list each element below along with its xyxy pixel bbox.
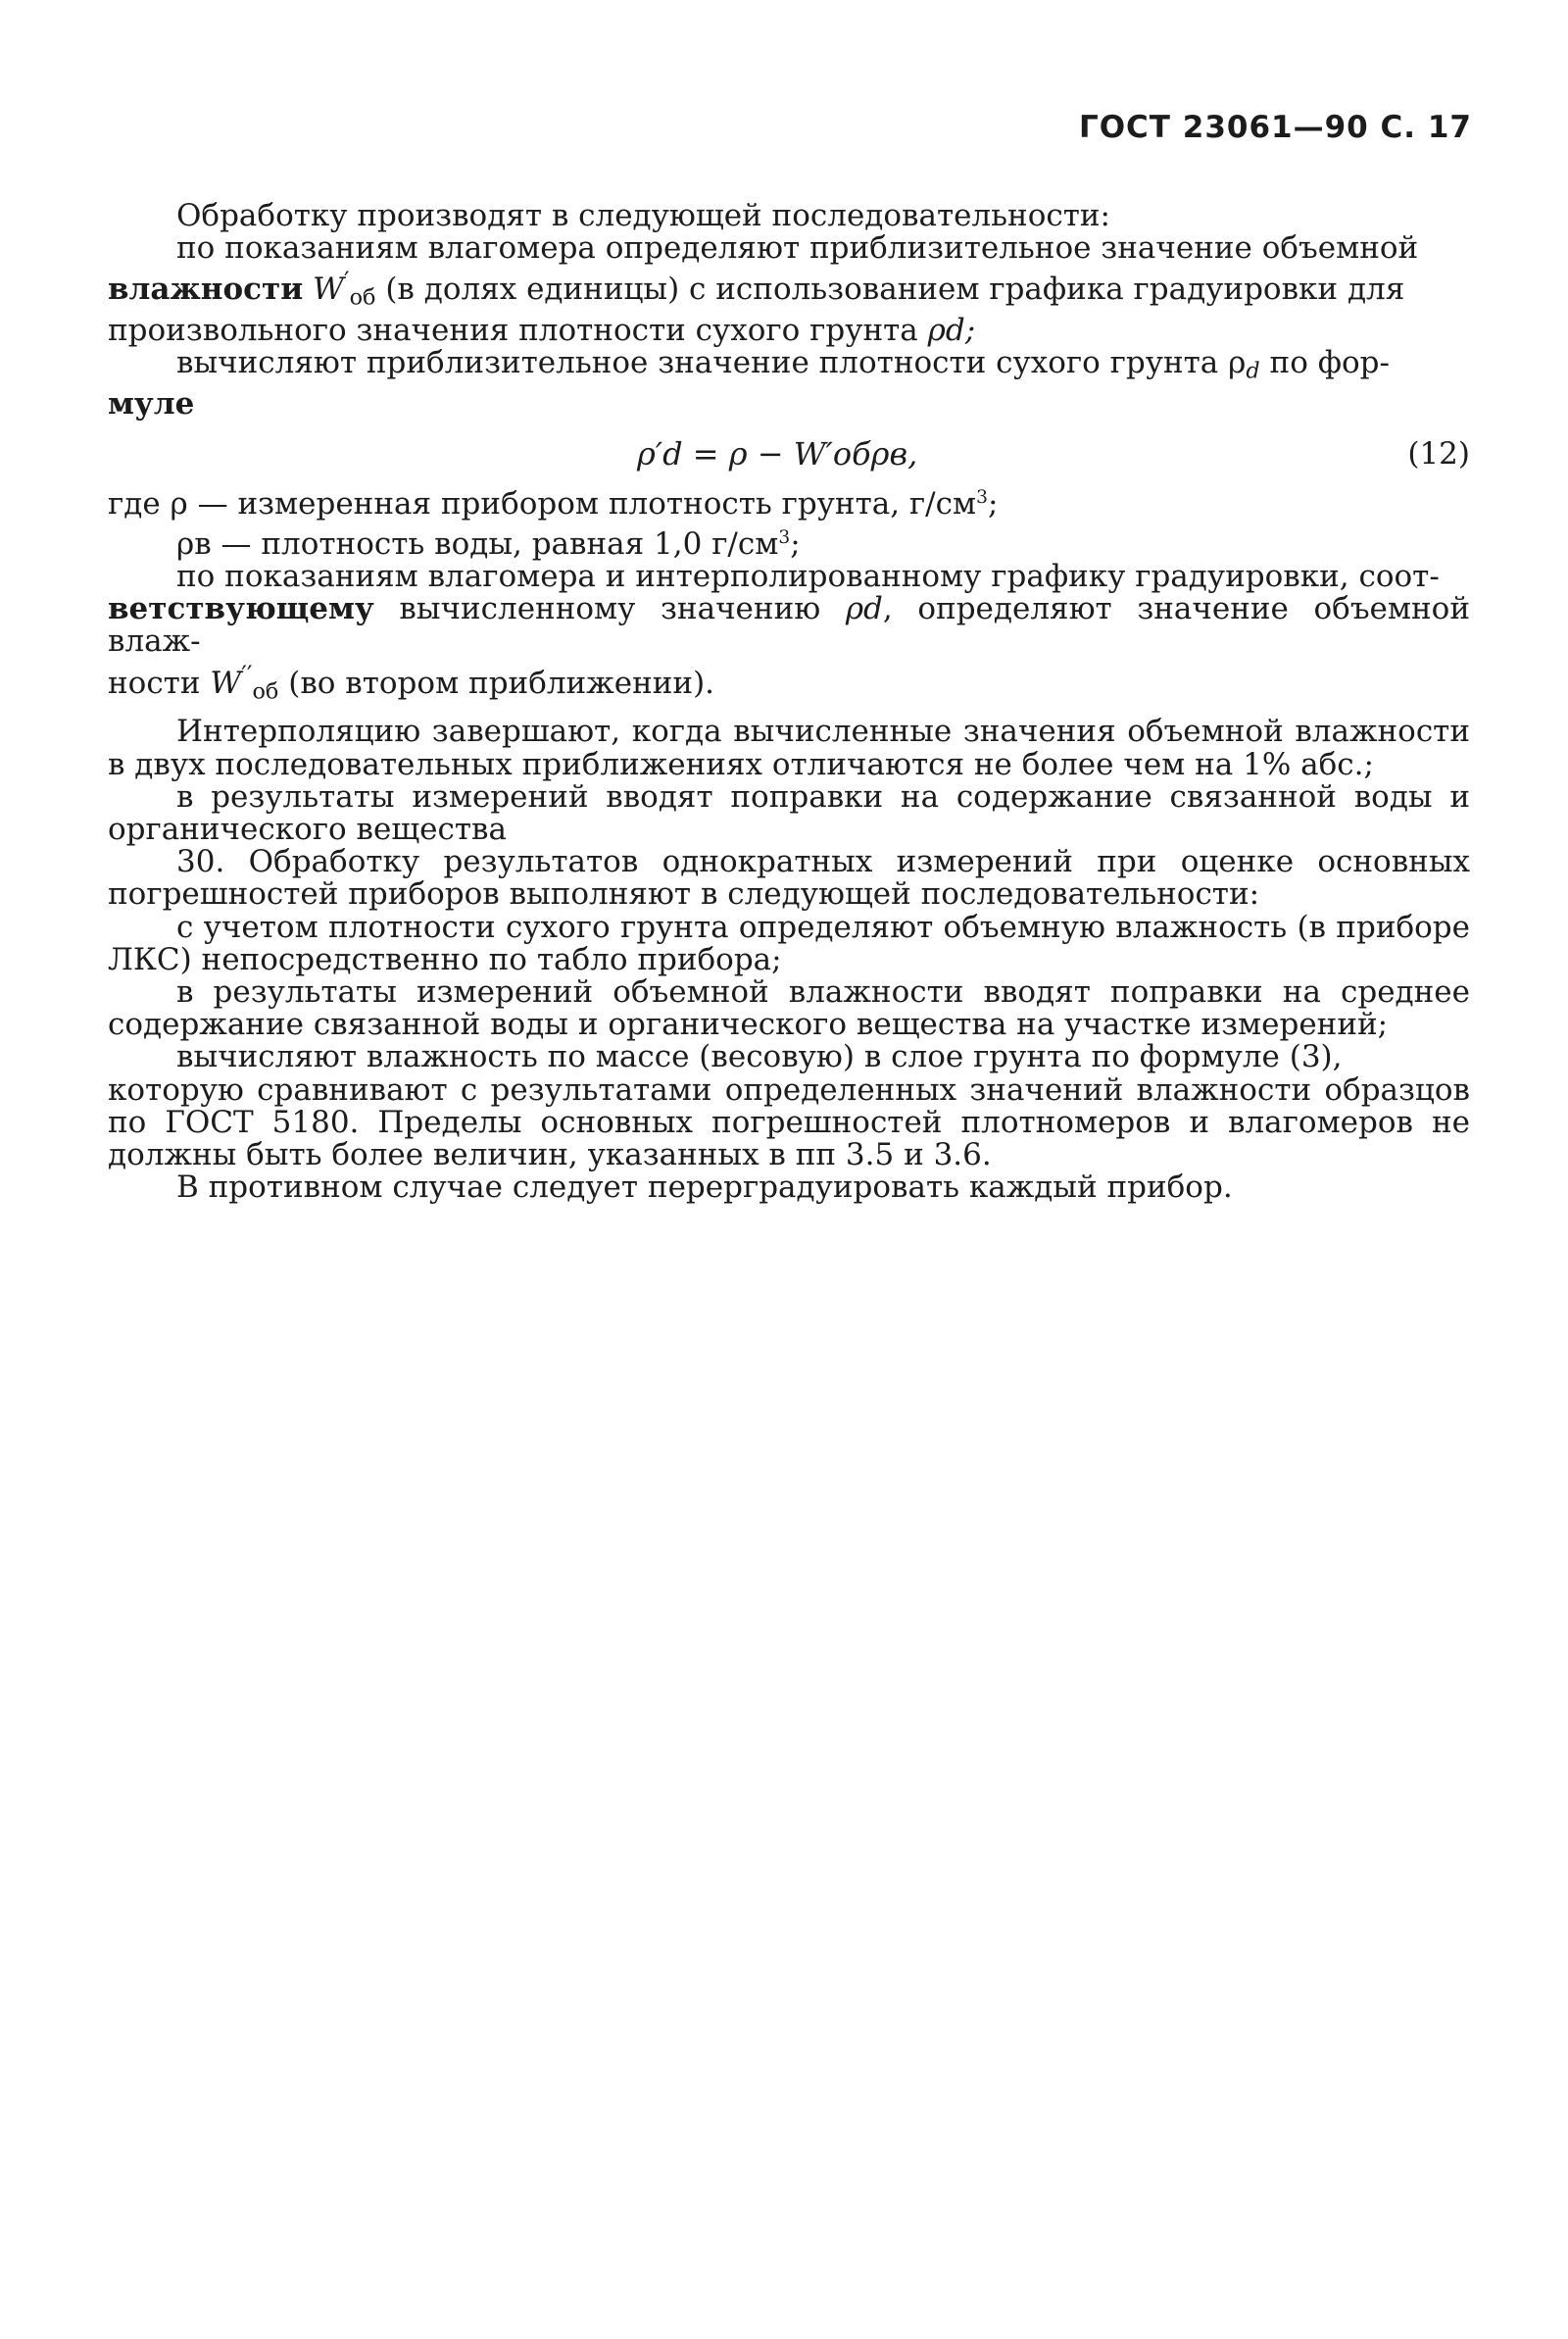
paragraph: вычисляют приблизительное значение плотности сухого грунта ρd по фор- bbox=[176, 345, 1390, 384]
page-header bbox=[1079, 110, 1472, 145]
paragraph: в результаты измерений объемной влажности вводят поправки на среднее содержание связанной воды и органического вещества на участке измерений; bbox=[108, 973, 1470, 1043]
paragraph: по показаниям влагомера и интерполированному графику градуировки, соот- bbox=[176, 559, 1440, 594]
paragraph: ности W′′об (во втором приближении). bbox=[108, 660, 715, 705]
paragraph: Обработку производят в следующей последовательности: bbox=[176, 198, 1110, 233]
formula-12 bbox=[108, 421, 1470, 481]
paragraph: по показаниям влагомера определяют приблизительное значение объемной bbox=[176, 230, 1419, 267]
paragraph: где ρ — измеренная прибором плотность грунта, $г/см^3$; bbox=[108, 486, 999, 523]
paragraph: влажности W′об (в долях единицы) с использованием графика градуировки для bbox=[108, 267, 1405, 311]
paragraph: в результаты измерений вводят поправки на содержание связанной воды и органического вещества bbox=[108, 778, 1470, 847]
paragraph: В противном случае следует перерградуировать каждый прибор. bbox=[176, 1170, 1233, 1206]
paragraph: муле bbox=[108, 386, 195, 423]
paragraph: ветствующему вычисленному значению ρd, определяют значение объемной влаж- bbox=[108, 591, 1470, 660]
standard-number: ГОСТ 23061—90 С. 17 bbox=[1078, 110, 1472, 145]
paragraph: вычисляют влажность по массе (весовую) в слое грунта по формуле (3), bbox=[176, 1039, 1343, 1075]
formula-number: (12) bbox=[1407, 436, 1470, 473]
paragraph: 30. Обработку результатов однократных измерений при оценке основных погрешностей приборов выполняют в следующей последовательности: bbox=[108, 844, 1470, 913]
paragraph: ρв — плотность воды, равная 1,0 $г/см^3$; bbox=[176, 525, 801, 562]
paragraph: с учетом плотности сухого грунта определяют объемную влажность (в приборе ЛКС) непосредственно по табло прибора; bbox=[108, 909, 1470, 977]
paragraph: которую сравнивают с результатами определенных значений влажности образцов по ГОСТ 5180. Пределы основных погрешностей плотномеров и влагомеров не должны быть более величин, указанных в пп 3.5 и 3.6. bbox=[108, 1071, 1470, 1172]
paragraph: произвольного значения плотности сухого грунта ρd; bbox=[108, 313, 976, 349]
document-body bbox=[108, 200, 1470, 1204]
formula-expression: ρ′d = ρ − W′обρв, bbox=[637, 435, 918, 473]
paragraph: Интерполяцию завершают, когда вычисленные значения объемной влажности в двух последовательных приближениях отличаются не более чем на 1% абс.; bbox=[108, 714, 1470, 782]
